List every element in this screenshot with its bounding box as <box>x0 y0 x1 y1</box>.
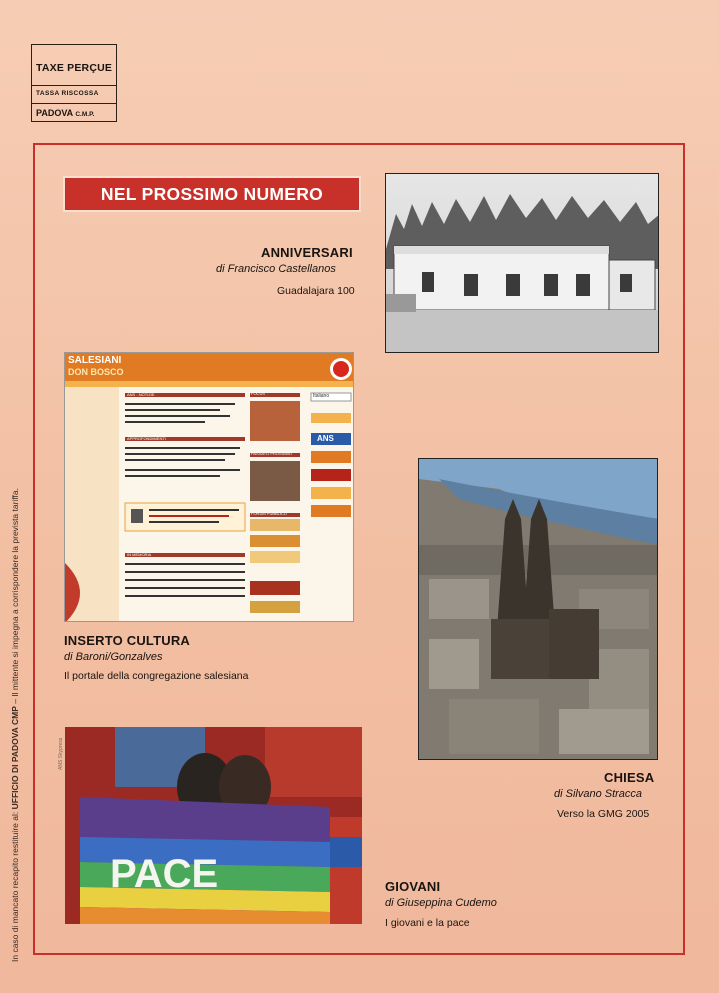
photo-credit: ANS Skypress <box>58 737 64 770</box>
website-section-forum: FORUM PUBBLICO <box>251 511 288 516</box>
postage-stamp-box <box>31 44 117 122</box>
flag-text: PACE <box>110 852 219 896</box>
return-notice-prefix: In caso di mancato recapito restituire al: <box>10 809 20 962</box>
article-subtitle-giovani: I giovani e la pace <box>385 917 470 929</box>
website-section-memoria: IN MEMORIA <box>127 552 152 557</box>
article-title-chiesa: CHIESA <box>604 770 655 785</box>
article-author-giovani: di Giuseppina Cudemo <box>385 897 497 909</box>
stamp-line-1: TAXE PERÇUE <box>36 62 113 74</box>
website-section-passato: PASSATO PROSSIMO <box>251 451 292 456</box>
peace-flag-illustration <box>65 727 362 924</box>
anniversari-photo <box>385 173 659 353</box>
stamp-line-3 <box>36 108 94 118</box>
article-subtitle-cultura: Il portale della congregazione salesiana <box>64 670 249 682</box>
article-author-cultura: di Baroni/Gonzalves <box>64 651 163 663</box>
giovani-photo <box>65 727 362 924</box>
website-brand-2: DON BOSCO <box>68 367 124 377</box>
article-author-chiesa: di Silvano Stracca <box>554 788 643 800</box>
website-section-approfondimenti: APPROFONDIMENTI <box>127 436 166 441</box>
article-title-cultura: INSERTO CULTURA <box>64 633 191 648</box>
article-title-giovani: GIOVANI <box>385 879 441 894</box>
website-brand-1: SALESIANI <box>68 355 122 366</box>
stamp-line-2: TASSA RISCOSSA <box>36 90 99 97</box>
article-author-anniversari: di Francisco Castellanos <box>216 263 336 275</box>
website-section-news: ANS - NOTIZIE <box>127 392 155 397</box>
chiesa-photo <box>418 458 658 760</box>
website-language-select: Italiano <box>313 393 330 399</box>
cathedral-illustration <box>419 459 658 760</box>
stamp-cmp: C.M.P. <box>75 111 95 118</box>
return-notice-suffix: – Il mittente si impegna a corrispondere la prevista tariffa. <box>10 488 20 707</box>
next-issue-banner: NEL PROSSIMO NUMERO <box>63 176 361 212</box>
building-illustration <box>386 174 659 353</box>
website-ans-badge: ANS <box>317 434 334 443</box>
website-screenshot <box>64 352 354 622</box>
return-notice-office: UFFICIO DI PADOVA CMP <box>10 706 20 810</box>
article-subtitle-chiesa: Verso la GMG 2005 <box>557 808 650 820</box>
return-notice <box>10 442 24 962</box>
article-title-anniversari: ANNIVERSARI <box>261 245 353 260</box>
website-section-focus: FOCUS <box>251 391 265 396</box>
stamp-city: PADOVA <box>36 108 73 118</box>
article-subtitle-anniversari: Guadalajara 100 <box>277 285 355 297</box>
website-illustration <box>65 353 354 622</box>
